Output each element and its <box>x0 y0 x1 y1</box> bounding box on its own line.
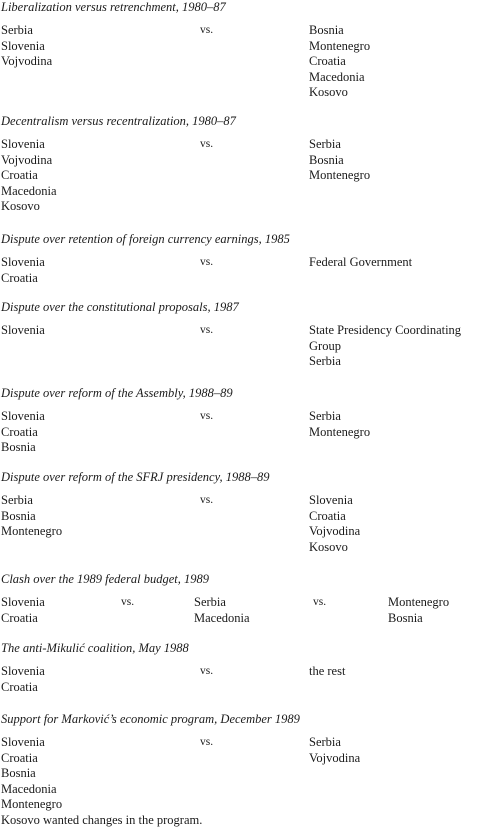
right-coalition <box>309 255 412 271</box>
left-coalition <box>1 23 52 70</box>
party-name: Montenegro <box>1 524 63 539</box>
versus-label: vs. <box>200 736 214 748</box>
party-name: Vojvodina <box>309 750 361 765</box>
party-name: Croatia <box>1 424 38 439</box>
section-heading: Dispute over the constitutional proposals, 1987 <box>1 300 239 314</box>
party-name: Vojvodina <box>309 524 361 539</box>
right-coalition <box>309 409 370 440</box>
party-name: Macedonia <box>1 183 57 198</box>
party-name: Group <box>309 338 341 353</box>
party-name: Slovenia <box>1 137 45 151</box>
party-name: Slovenia <box>1 409 45 423</box>
party-name: Croatia <box>1 270 38 285</box>
section-heading: Decentralism versus recentralization, 1980–87 <box>1 114 236 128</box>
party-name: Croatia <box>1 750 38 765</box>
party-name: Croatia <box>309 54 346 69</box>
party-name: Serbia <box>194 595 226 609</box>
section-heading: Dispute over retention of foreign currency earnings, 1985 <box>1 232 290 246</box>
party-name: Croatia <box>1 168 38 183</box>
party-name: Slovenia <box>1 595 45 609</box>
left-coalition <box>1 409 45 456</box>
party-name: Montenegro <box>1 797 63 812</box>
party-name: Bosnia <box>309 23 344 37</box>
party-name: Serbia <box>309 735 341 749</box>
party-name: Macedonia <box>1 781 57 796</box>
section-heading: Dispute over reform of the Assembly, 1988–89 <box>1 386 233 400</box>
party-name: Serbia <box>1 493 33 507</box>
left-coalition <box>1 735 202 829</box>
party-name: Bosnia <box>1 440 36 455</box>
left-coalition <box>1 137 57 215</box>
party-name: Vojvodina <box>1 152 53 167</box>
party-name: Slovenia <box>1 255 45 269</box>
versus-label: vs. <box>200 24 214 36</box>
party-name: Macedonia <box>194 610 250 625</box>
party-name: Slovenia <box>1 664 45 678</box>
versus-label: vs. <box>200 410 214 422</box>
right-coalition <box>388 595 449 626</box>
party-name: Bosnia <box>1 508 36 523</box>
party-name: State Presidency Coordinating <box>309 323 462 337</box>
party-name: Croatia <box>1 679 38 694</box>
party-name: Bosnia <box>309 152 344 167</box>
party-name: Slovenia <box>1 735 45 749</box>
left-coalition <box>1 255 45 286</box>
party-name: Montenegro <box>388 595 450 609</box>
right-coalition <box>309 23 370 101</box>
party-name: Serbia <box>309 354 341 369</box>
left-coalition <box>1 323 45 339</box>
party-name: Bosnia <box>388 610 423 625</box>
right-coalition <box>309 664 345 680</box>
section-heading: Liberalization versus retrenchment, 1980–87 <box>1 0 226 14</box>
section-heading: Dispute over reform of the SFRJ presidency, 1988–89 <box>1 470 270 484</box>
section-heading: The anti-Mikulić coalition, May 1988 <box>1 641 189 655</box>
right-coalition <box>309 137 370 184</box>
section-heading: Support for Marković’s economic program, December 1989 <box>1 712 300 726</box>
versus-label: vs. <box>200 256 214 268</box>
party-name: Slovenia <box>309 493 353 507</box>
party-name: Montenegro <box>309 168 371 183</box>
party-name: Kosovo <box>309 539 348 554</box>
section-heading: Clash over the 1989 federal budget, 1989 <box>1 572 209 586</box>
party-name: Kosovo wanted changes in the program. <box>1 812 203 827</box>
versus-label: vs. <box>200 494 214 506</box>
left-coalition <box>1 595 45 626</box>
party-name: Federal Government <box>309 255 413 269</box>
versus-label: vs. <box>200 138 214 150</box>
party-name: Montenegro <box>309 424 371 439</box>
party-name: Serbia <box>309 409 341 423</box>
left-coalition <box>1 664 45 695</box>
middle-coalition <box>194 595 250 626</box>
party-name: Kosovo <box>309 85 348 100</box>
party-name: Bosnia <box>1 766 36 781</box>
right-coalition <box>309 735 360 766</box>
versus-label: vs. <box>200 665 214 677</box>
versus-label: vs. <box>200 324 214 336</box>
versus-label: vs. <box>313 596 327 608</box>
party-name: Kosovo <box>1 199 40 214</box>
left-coalition <box>1 493 62 540</box>
party-name: Slovenia <box>1 38 45 53</box>
party-name: Croatia <box>309 508 346 523</box>
right-coalition <box>309 493 360 555</box>
party-name: Serbia <box>309 137 341 151</box>
party-name: Macedonia <box>309 69 365 84</box>
party-name: Serbia <box>1 23 33 37</box>
party-name: Croatia <box>1 610 38 625</box>
versus-label: vs. <box>121 596 135 608</box>
party-name: Slovenia <box>1 323 45 337</box>
party-name: the rest <box>309 664 346 678</box>
party-name: Montenegro <box>309 38 371 53</box>
right-coalition <box>309 323 461 370</box>
party-name: Vojvodina <box>1 54 53 69</box>
